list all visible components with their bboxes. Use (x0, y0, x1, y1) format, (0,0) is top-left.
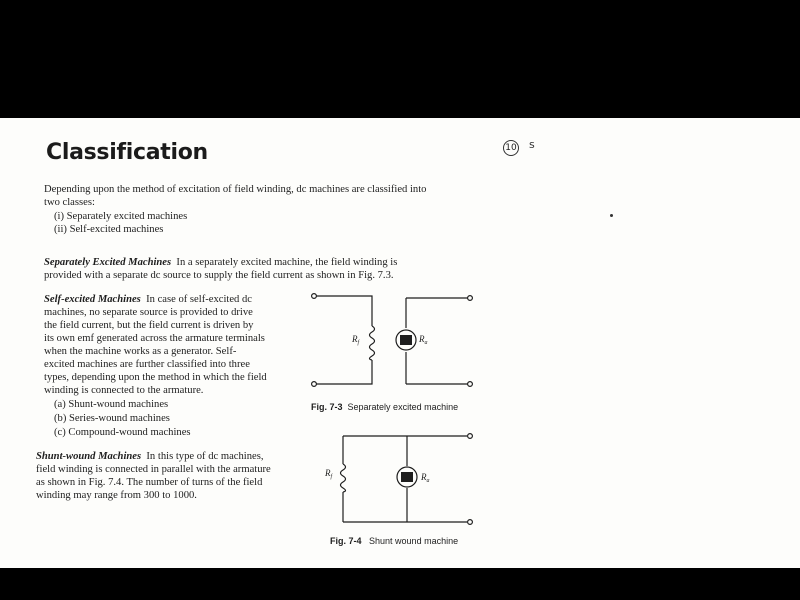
circled-number: 10 (503, 140, 519, 156)
self-excited-line: types, depending upon the method in which the field (44, 372, 267, 383)
intro-line-1: Depending upon the method of excitation of field winding, dc machines are classified into (44, 184, 427, 195)
terminal-top (468, 434, 473, 439)
terminal-right-bottom (468, 382, 473, 387)
shunt-term: Shunt-wound Machines (36, 451, 142, 462)
handwritten-mark: s (529, 138, 535, 151)
field-resistance-label: $R_f$ (325, 468, 333, 480)
field-bottom-wire (316, 360, 372, 384)
fig74-title: Shunt wound machine (369, 536, 459, 546)
self-excited-line: the field current, but the field current is driven by (44, 320, 254, 331)
terminal-bottom (468, 520, 473, 525)
armature-brush (400, 335, 412, 345)
self-excited-line: when the machine works as a generator. Self- (44, 346, 237, 357)
terminal-left-top (312, 294, 317, 299)
self-excited-line: excited machines are further classified into three (44, 359, 250, 370)
shunt-line: field winding is connected in parallel with the armature (36, 464, 271, 475)
terminal-left-bottom (312, 382, 317, 387)
class-item-2: (ii) Self-excited machines (54, 224, 164, 235)
field-resistance-label: $R_f$ (352, 334, 360, 346)
shunt-field-coil (341, 464, 346, 492)
figure-separately-excited-diagram (300, 286, 500, 396)
self-excited-line: machines, no separate source is provided to drive (44, 307, 253, 318)
armature-brush (401, 472, 413, 482)
self-excited-line: winding is connected to the armature. (44, 385, 204, 396)
shunt-para-line-1 (36, 451, 264, 463)
fig74-number: Fig. 7-4 (330, 536, 362, 546)
figure-shunt-wound-diagram (315, 428, 495, 528)
intro-line-2: two classes: (44, 197, 95, 208)
handwritten-margin-note (503, 140, 563, 160)
separately-term: Separately Excited Machines (44, 257, 172, 268)
shunt-text: In this type of dc machines, (146, 451, 264, 462)
armature-resistance-label: $R_a$ (421, 472, 430, 484)
fig74-caption (330, 536, 458, 546)
fig73-caption (311, 402, 458, 412)
type-item-c: (c) Compound-wound machines (54, 427, 191, 438)
shunt-line: as shown in Fig. 7.4. The number of turns of the field (36, 477, 263, 488)
type-item-a: (a) Shunt-wound machines (54, 399, 169, 410)
textbook-page (0, 118, 800, 568)
class-item-1: (i) Separately excited machines (54, 211, 188, 222)
self-excited-para-line-1 (44, 294, 252, 306)
field-top-wire (316, 296, 372, 326)
type-item-b: (b) Series-wound machines (54, 413, 170, 424)
stray-dot (610, 214, 613, 217)
armature-resistance-label: $R_a$ (419, 334, 428, 346)
terminal-right-top (468, 296, 473, 301)
field-coil (370, 326, 375, 360)
section-heading: Classification (46, 140, 208, 165)
self-excited-line: its own emf generated across the armature terminals (44, 333, 265, 344)
fig73-number: Fig. 7-3 (311, 402, 343, 412)
fig73-title: Separately excited machine (347, 402, 459, 412)
separately-text: In a separately excited machine, the field winding is (176, 257, 398, 268)
separately-para-line-2: provided with a separate dc source to supply the field current as shown in Fig. 7.3. (44, 270, 394, 281)
shunt-line: winding may range from 300 to 1000. (36, 490, 197, 501)
self-excited-text: In case of self-excited dc (146, 294, 252, 305)
self-excited-term: Self-excited Machines (44, 294, 141, 305)
separately-para-line-1 (44, 257, 397, 269)
